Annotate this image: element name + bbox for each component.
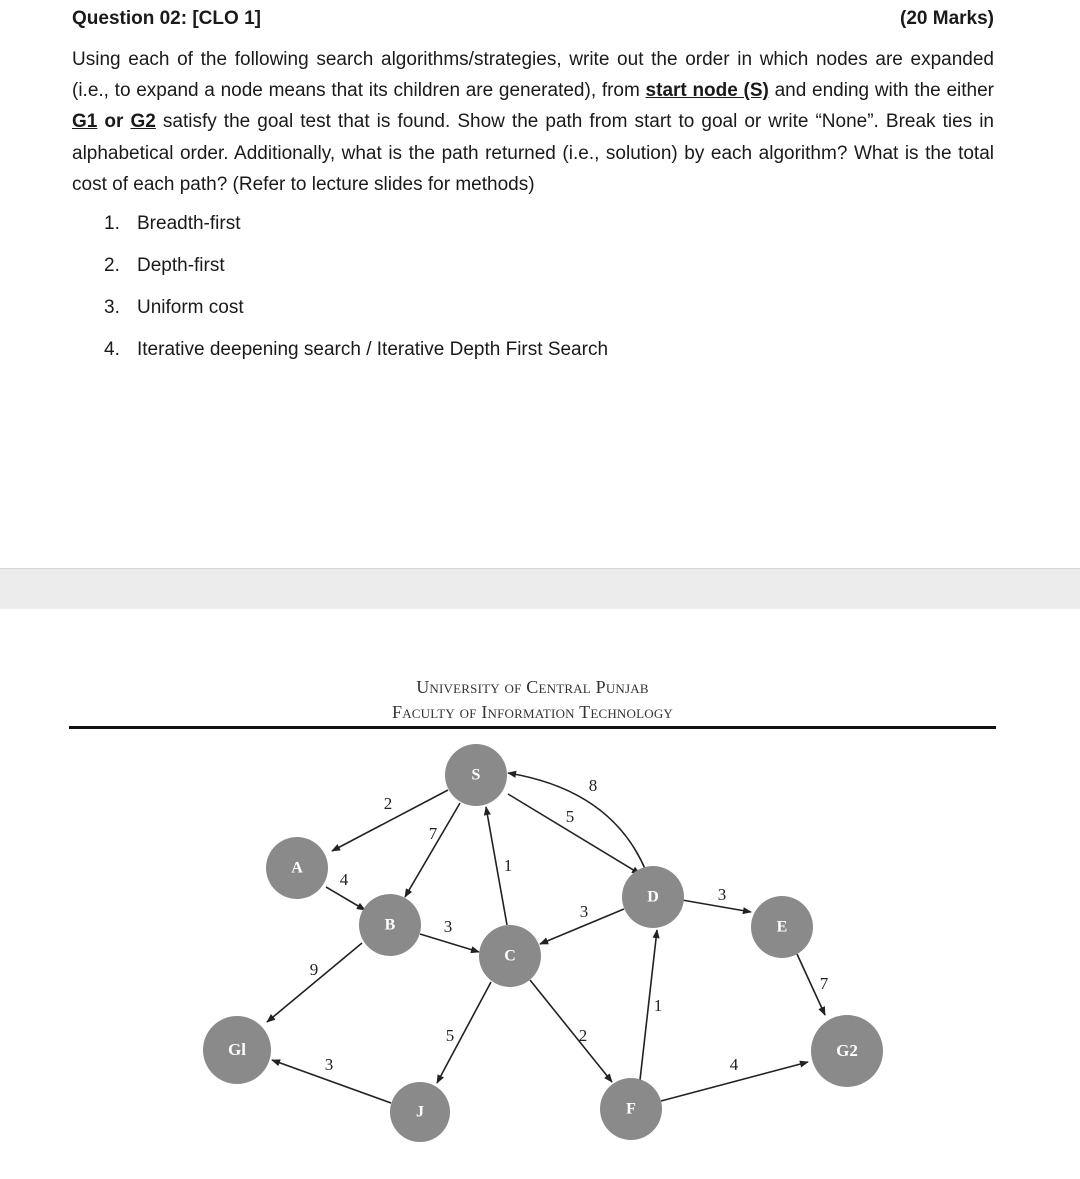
edge-cost-s-a: 2 xyxy=(383,793,393,813)
edge-cost-j-g1: 3 xyxy=(324,1054,334,1074)
edge-cost-b-c: 3 xyxy=(443,916,453,936)
start-node-text: start node (S) xyxy=(645,80,769,102)
edge-d-e xyxy=(682,900,751,912)
node-label-c: C xyxy=(504,947,516,965)
edge-cost-a-b: 4 xyxy=(339,869,349,889)
node-label-a: A xyxy=(291,859,303,877)
university-name: University of Central Punjab xyxy=(416,677,649,697)
node-label-e: E xyxy=(776,918,788,936)
node-label-b: B xyxy=(384,916,396,934)
edge-cost-f-d: 1 xyxy=(653,995,663,1015)
list-item: 2. Depth-first xyxy=(104,255,225,276)
goal2-text: G2 xyxy=(130,111,156,133)
edge-cost-b-g1: 9 xyxy=(309,959,319,979)
node-label-s: S xyxy=(471,766,481,784)
question-marks: (20 Marks) xyxy=(900,8,994,29)
edge-b-g1 xyxy=(267,943,362,1022)
edge-c-f xyxy=(530,980,612,1082)
edge-cost-d-c: 3 xyxy=(579,901,589,921)
edge-cost-c-f: 2 xyxy=(578,1025,588,1045)
list-item: 1. Breadth-first xyxy=(104,213,241,234)
node-label-g1: Gl xyxy=(228,1039,246,1059)
edge-d-s xyxy=(508,773,646,871)
question-text-part3: satisfy the goal test that is found. Show the path from start to goal or write “None”. Break ties in alphabetical order. Additionally, what is the path returned (i.e., solution) by each algorithm? What is the total cost of each path? (Refer to lecture slides for methods) xyxy=(72,111,994,195)
faculty-name: Faculty of Information Technology xyxy=(391,702,674,722)
edge-s-b xyxy=(405,803,460,897)
edge-cost-s-b: 7 xyxy=(428,823,438,843)
question-title: Question 02: [CLO 1] xyxy=(72,8,261,29)
goal1-text: G1 xyxy=(72,111,98,133)
list-item: 4. Iterative deepening search / Iterative Depth First Search xyxy=(104,339,609,360)
edge-cost-c-j: 5 xyxy=(445,1025,455,1045)
list-item: 3. Uniform cost xyxy=(104,297,244,318)
or-text: or xyxy=(97,111,131,133)
edge-cost-d-e: 3 xyxy=(717,884,727,904)
question-text-part1: Using each of the following search algorithms/strategies, write out the order in which nodes are expanded (i.e., to expand a node means that its children are generated), from xyxy=(72,49,994,102)
edge-b-c xyxy=(420,934,479,952)
node-label-f: F xyxy=(626,1100,636,1118)
edge-cost-e-g2: 7 xyxy=(819,973,829,993)
question-text-part2: and ending with the either xyxy=(768,80,994,102)
node-label-d: D xyxy=(647,888,659,906)
edge-cost-c-s: 1 xyxy=(503,855,513,875)
edge-cost-s-d: 5 xyxy=(565,806,575,826)
node-label-g2: G2 xyxy=(836,1040,858,1060)
edge-cost-d-s: 8 xyxy=(588,775,598,795)
edge-a-b xyxy=(326,887,365,910)
edge-cost-f-g2: 4 xyxy=(729,1054,739,1074)
node-label-j: J xyxy=(416,1103,424,1121)
